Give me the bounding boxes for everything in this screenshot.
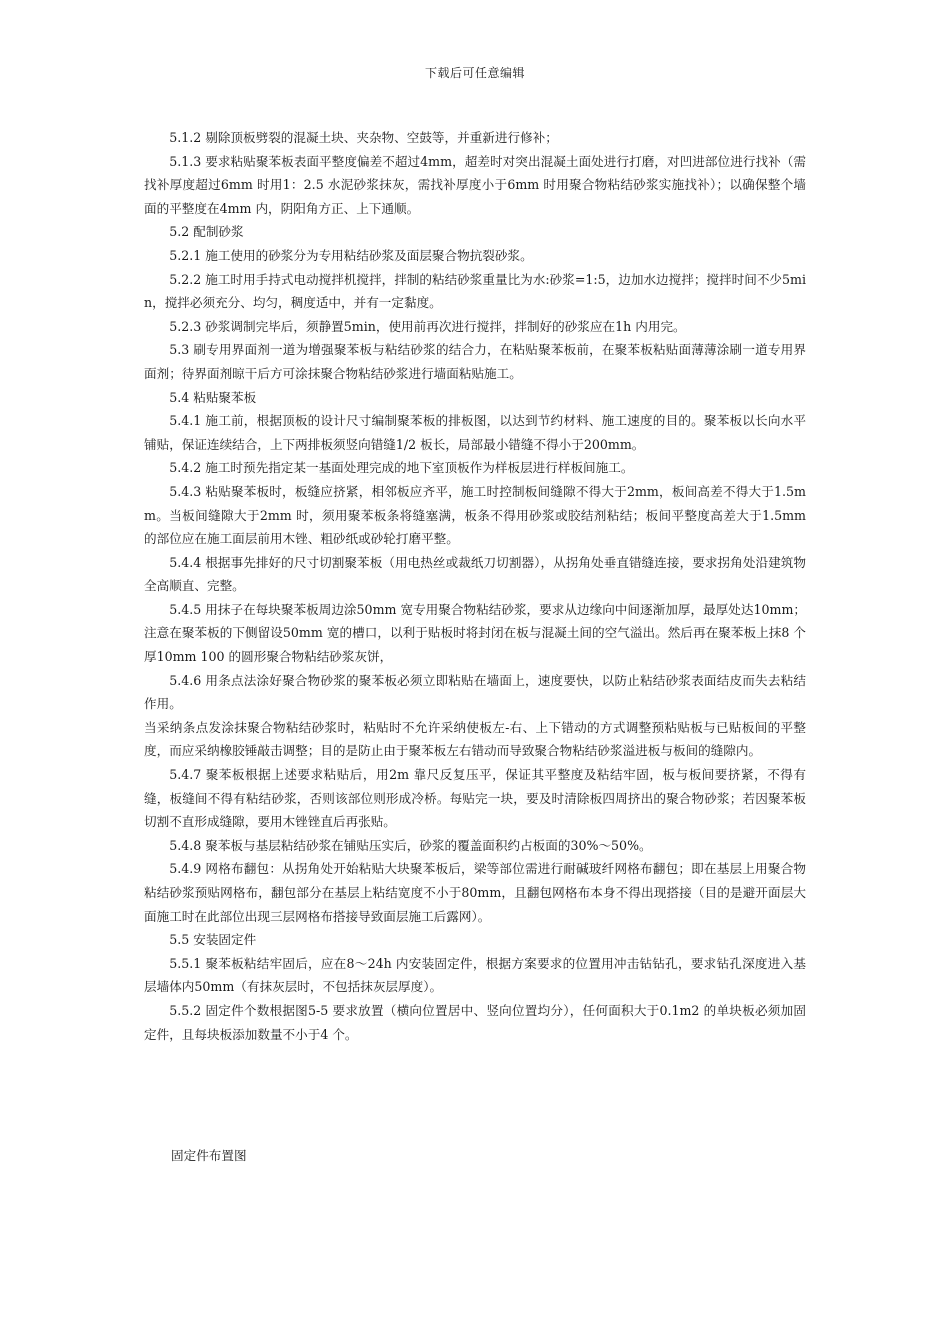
- paragraph: 5.5 安装固定件: [169, 932, 257, 948]
- figure-caption: 固定件布置图: [171, 1148, 247, 1163]
- paragraph: 5.1.3 要求粘贴聚苯板表面平整度偏差不超过4mm，超差时对突出混凝土面处进行打磨，对凹进部位进行找补（需找补厚度超过6mm 时用1：2.5 水泥砂浆抹灰，需找补厚度小于6mm 时用聚合物粘结砂浆实施找补）；以确保整个墙面的平整度在4mm 内，阴阳角方正、上下通顺。: [144, 153, 806, 216]
- paragraph: 5.4.1 施工前，根据顶板的设计尺寸编制聚苯板的排板图，以达到节约材料、施工速度的目的。聚苯板以长向水平铺贴，保证连续结合，上下两排板须竖向错缝1/2 板长，局部最小错缝不得小于200mm。: [144, 413, 806, 452]
- paragraph: 5.2.1 施工使用的砂浆分为专用粘结砂浆及面层聚合物抗裂砂浆。: [169, 247, 533, 263]
- paragraph: 5.3 刷专用界面剂一道为增强聚苯板与粘结砂浆的结合力，在粘贴聚苯板前，在聚苯板粘贴面薄薄涂刷一道专用界面剂；待界面剂晾干后方可涂抹聚合物粘结砂浆进行墙面粘贴施工。: [144, 342, 806, 381]
- paragraph: 5.4.3 粘贴聚苯板时，板缝应挤紧，相邻板应齐平，施工时控制板间缝隙不得大于2mm，板间高差不得大于1.5mm。当板间缝隙大于2mm 时，须用聚苯板条将缝塞满，板条不得用砂浆或胶结剂粘结；板间平整度高差大于1.5mm 的部位应在施工面层前用木锉、粗砂纸或砂轮打磨平整。: [144, 483, 806, 547]
- paragraph: 5.4.8 聚苯板与基层粘结砂浆在铺贴压实后，砂浆的覆盖面积约占板面的30%～50%。: [169, 837, 652, 853]
- paragraph: 5.2.3 砂浆调制完毕后，须静置5min，使用前再次进行搅拌，拌制好的砂浆应在1h 内用完。: [169, 318, 686, 334]
- paragraph: 5.4 粘贴聚苯板: [169, 389, 257, 405]
- paragraph: 5.4.9 网格布翻包：从拐角处开始粘贴大块聚苯板后，梁等部位需进行耐碱玻纤网格布翻包；即在基层上用聚合物粘结砂浆预贴网格布，翻包部分在基层上粘结宽度不小于80mm，且翻包网格布本身不得出现搭接（目的是避开面层大面施工时在此部位出现三层网格布搭接导致面层施工后露网）。: [144, 861, 806, 924]
- paragraph: 5.5.1 聚苯板粘结牢固后，应在8～24h 内安装固定件，根据方案要求的位置用冲击钻钻孔，要求钻孔深度进入基层墙体内50mm（有抹灰层时，不包括抹灰层厚度）。: [144, 955, 806, 995]
- paragraph: 5.5.2 固定件个数根据图5-5 要求放置（横向位置居中、竖向位置均分），任何面积大于0.1m2 的单块板必须加固定件，且每块板添加数量不小于4 个。: [144, 1002, 806, 1042]
- paragraph: 当采纳条点发涂抹聚合物粘结砂浆时，粘贴时不允许采纳使板左-右、上下错动的方式调整预粘贴板与已贴板间的平整度，而应采纳橡胶锤敲击调整；目的是防止由于聚苯板左右错动而导致聚合物粘结砂浆溢进板与板间的缝隙内。: [144, 719, 806, 759]
- paragraph: 5.4.4 根据事先排好的尺寸切割聚苯板（用电热丝或裁纸刀切割器），从拐角处垂直错缝连接，要求拐角处沿建筑物全高顺直、完整。: [144, 554, 806, 594]
- paragraph: 5.2.2 施工时用手持式电动搅拌机搅拌，拌制的粘结砂浆重量比为水:砂浆=1:5，边加水边搅拌；搅拌时间不少5min，搅拌必须充分、均匀，稠度适中，并有一定黏度。: [144, 271, 806, 311]
- paragraph: 5.4.2 施工时预先指定某一基面处理完成的地下室顶板作为样板层进行样板间施工。: [169, 460, 634, 476]
- paragraph: 5.1.2 剔除顶板劈裂的混凝土块、夹杂物、空鼓等，并重新进行修补；: [169, 130, 558, 145]
- page-header: 下载后可任意编辑: [424, 66, 525, 80]
- paragraph: 5.4.6 用条点法涂好聚合物砂浆的聚苯板必须立即粘贴在墙面上，速度要快，以防止粘结砂浆表面结皮而失去粘结作用。: [144, 672, 806, 712]
- paragraph: 5.2 配制砂浆: [169, 224, 244, 240]
- paragraph: 5.4.7 聚苯板根据上述要求粘贴后，用2m 靠尺反复压平，保证其平整度及粘结牢固，板与板间要挤紧，不得有缝，板缝间不得有粘结砂浆，否则该部位则形成冷桥。每贴完一块，要及时清除板四周挤出的聚合物砂浆；若因聚苯板切割不直形成缝隙，要用木锉锉直后再张贴。: [144, 767, 806, 830]
- paragraph: 5.4.5 用抹子在每块聚苯板周边涂50mm 宽专用聚合物粘结砂浆，要求从边缘向中间逐渐加厚，最厚处达10mm；注意在聚苯板的下侧留设50mm 宽的槽口，以利于贴板时将封闭在板与混凝土间的空气溢出。然后再在聚苯板上抹8 个厚10mm 100 的圆形聚合物粘结砂浆灰饼，: [144, 601, 806, 665]
- document-body: [144, 126, 806, 1046]
